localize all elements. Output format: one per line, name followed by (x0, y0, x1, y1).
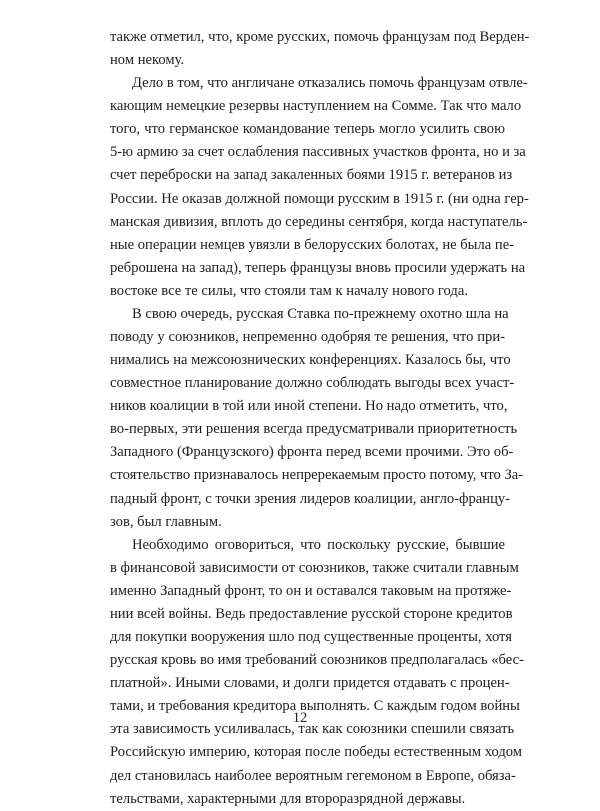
text-line: востоке все те силы, что стояли там к началу нового года. (110, 282, 468, 299)
text-line: Западного (Французского) фронта перед всеми прочими. Это об- (110, 444, 514, 461)
text-line: Российскую империю, которая после победы естественным ходом (110, 744, 523, 761)
text-line: именно Западный фронт, то он и оставался таковым на протяже- (110, 582, 512, 599)
text-line: тами, и требования кредитора выполнять. С каждым годом войны (110, 698, 520, 715)
text-line: поводу у союзников, непременно одобряя те решения, что при- (110, 329, 505, 346)
text-line: эта зависимость усиливалась, так как союзники спешили связать (110, 721, 515, 738)
text-line: кающим немецкие резервы наступлением на Сомме. Так что мало (110, 98, 522, 115)
text-line: также отметил, что, кроме русских, помочь французам под Верден- (110, 29, 530, 45)
paragraph (110, 303, 524, 534)
page-number: 12 (292, 710, 308, 726)
text-line: реброшена на запад), теперь французы вновь просили удержать на (110, 259, 526, 276)
text-line: Дело в том, что англичане отказались помочь французам отвле- (132, 75, 528, 92)
body-text (110, 26, 530, 811)
paragraph (110, 72, 529, 303)
text-line: нимались на межсоюзнических конференциях. Казалось бы, что (110, 352, 511, 369)
text-line: В свою очередь, русская Ставка по-прежнему охотно шла на (132, 305, 509, 322)
text-line: ном некому. (110, 52, 185, 69)
paragraph (110, 26, 530, 72)
text-line: нии всей войны. Ведь предоставление русской стороне кредитов (110, 605, 513, 622)
text-line: для покупки вооружения шло под существенные проценты, хотя (110, 629, 512, 646)
text-line: совместное планирование должно соблюдать выгоды всех участ- (110, 375, 515, 392)
text-line: манская дивизия, вплоть до середины сентября, когда наступатель- (110, 213, 528, 230)
text-line: тельствами, характерными для второразрядной державы. (110, 790, 466, 807)
text-line: дел становилась наиболее вероятным гегемоном в Европе, обяза- (110, 767, 516, 784)
text-line: ников коалиции в той или иной степени. Но надо отметить, что, (110, 398, 508, 415)
text-line: падный фронт, с точки зрения лидеров коалиции, англо-францу- (110, 490, 511, 507)
text-line: 5-ю армию за счет ослабления пассивных участков фронта, но и за (110, 144, 526, 161)
text-line: зов, был главным. (110, 513, 222, 530)
text-line: стоятельство признавалось непререкаемым просто потому, что За- (110, 467, 524, 484)
text-line: счет переброски на запад закаленных боями 1915 г. ветеранов из (110, 167, 513, 184)
text-line: России. Не оказав должной помощи русским в 1915 г. (ни одна гер- (110, 190, 529, 207)
paragraph (110, 534, 524, 811)
text-line: Необходимо оговориться, что поскольку русские, бывшие (132, 536, 505, 553)
text-line: в финансовой зависимости от союзников, также считали главным (110, 559, 519, 576)
text-line: русская кровь во имя требований союзников предполагалась «бес- (110, 652, 524, 669)
text-line: платной». Иными словами, и долги придется отдавать с процен- (110, 675, 510, 692)
text-line: того, что германское командование теперь могло усилить свою (110, 121, 505, 138)
text-line: ные операции немцев увязли в белорусских болотах, не была пе- (110, 236, 515, 253)
text-line: во-первых, эти решения всегда предусматривали приоритетность (110, 421, 518, 438)
